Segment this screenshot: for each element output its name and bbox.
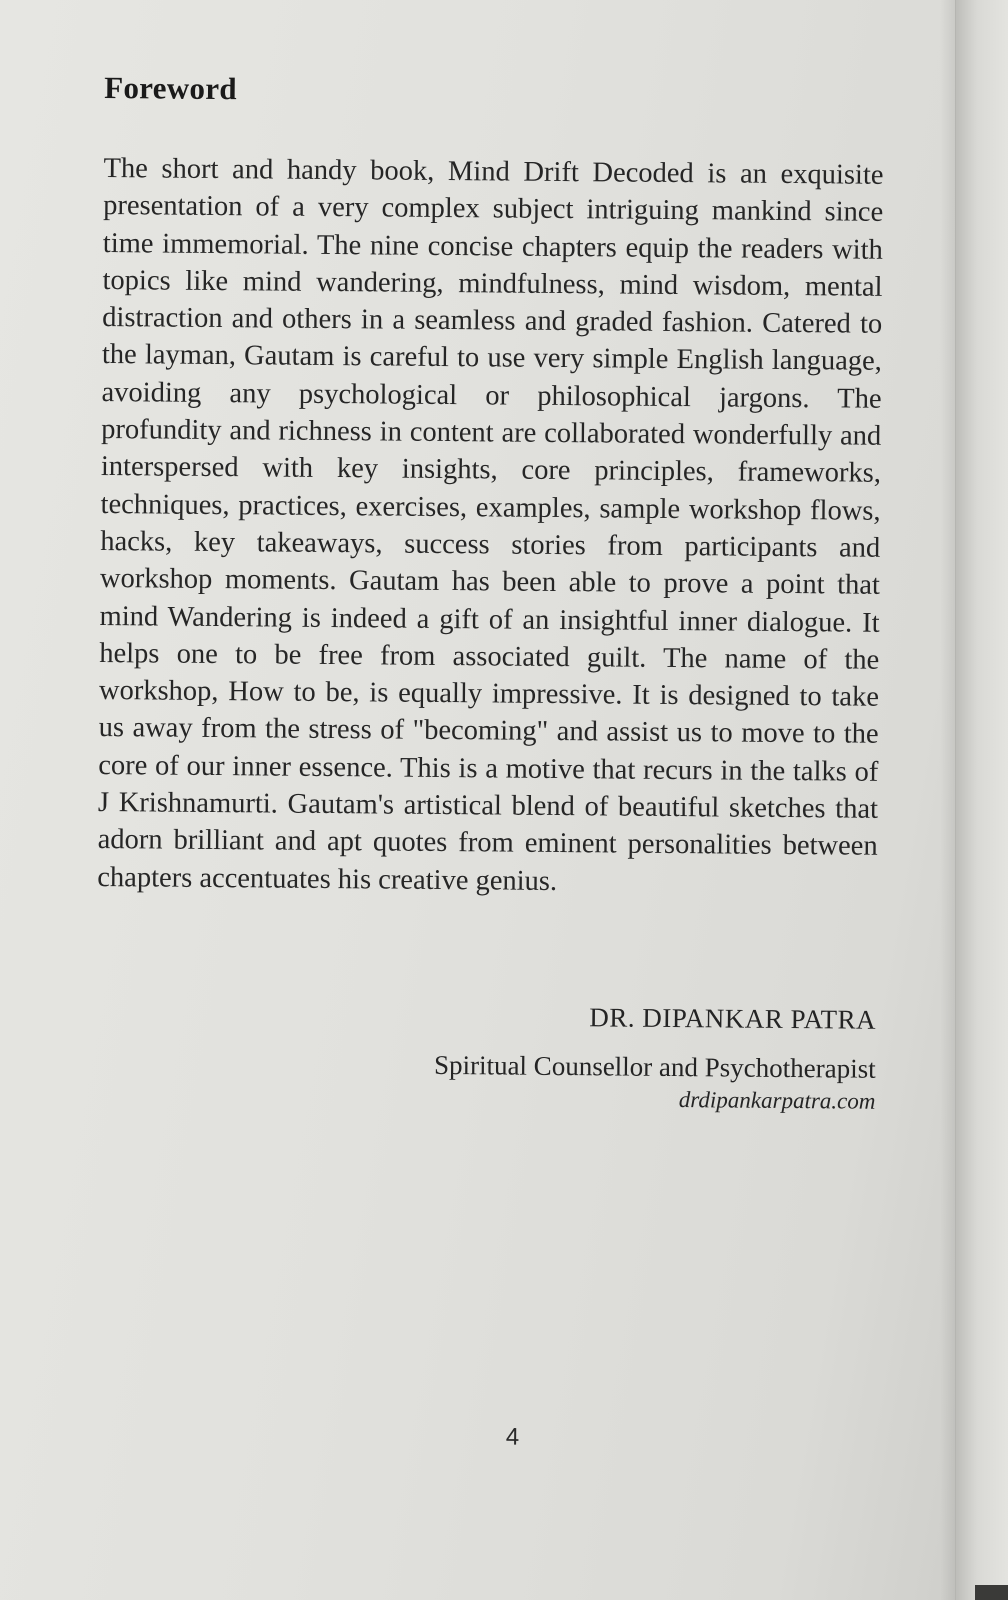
page-title: Foreword [104,69,238,107]
author-name: DR. DIPANKAR PATRA [589,1002,877,1035]
page-content [97,0,905,1451]
author-role: Spiritual Counsellor and Psychotherapist [433,1049,876,1084]
author-website: drdipankarpatra.com [678,1087,876,1114]
foreword-body: The short and handy book, Mind Drift Decoded is an exquisite presentation of a very complex subject intriguing mankind since time immemorial. The nine concise chapters equip the readers with topics like mind wandering, mindfulness, mind wisdom, mental distraction and others in a seamless and graded fashion. Catered to the layman, Gautam is careful to use very simple English language, avoiding any psychological or philosophical jargons. The profundity and richness in content are collaborated wonderfully and interspersed with key insights, core principles, frameworks, techniques, practices, exercises, examples, sample workshop flows, hacks, key takeaways, success stories from participants and workshop moments. Gautam has been able to prove a point that mind Wandering is indeed a gift of an insightful inner dialogue. It helps one to be free from associated guilt. The name of the workshop, How to be, is equally impressive. It is designed to take us away from the stress of "becoming" and assist us to move to the core of our inner essence. This is a motive that recurs in the talks of J Krishnamurti. Gautam's artistical blend of beautiful sketches that adorn brilliant and apt quotes from eminent personalities between chapters accentuates his creative genius. [97,152,884,897]
signature-block [95,995,876,1118]
page-number: 4 [505,1423,520,1451]
corner-shadow [975,1585,1008,1600]
adjacent-page-edge [955,0,1008,1600]
page-edge-shadow [940,0,955,1600]
